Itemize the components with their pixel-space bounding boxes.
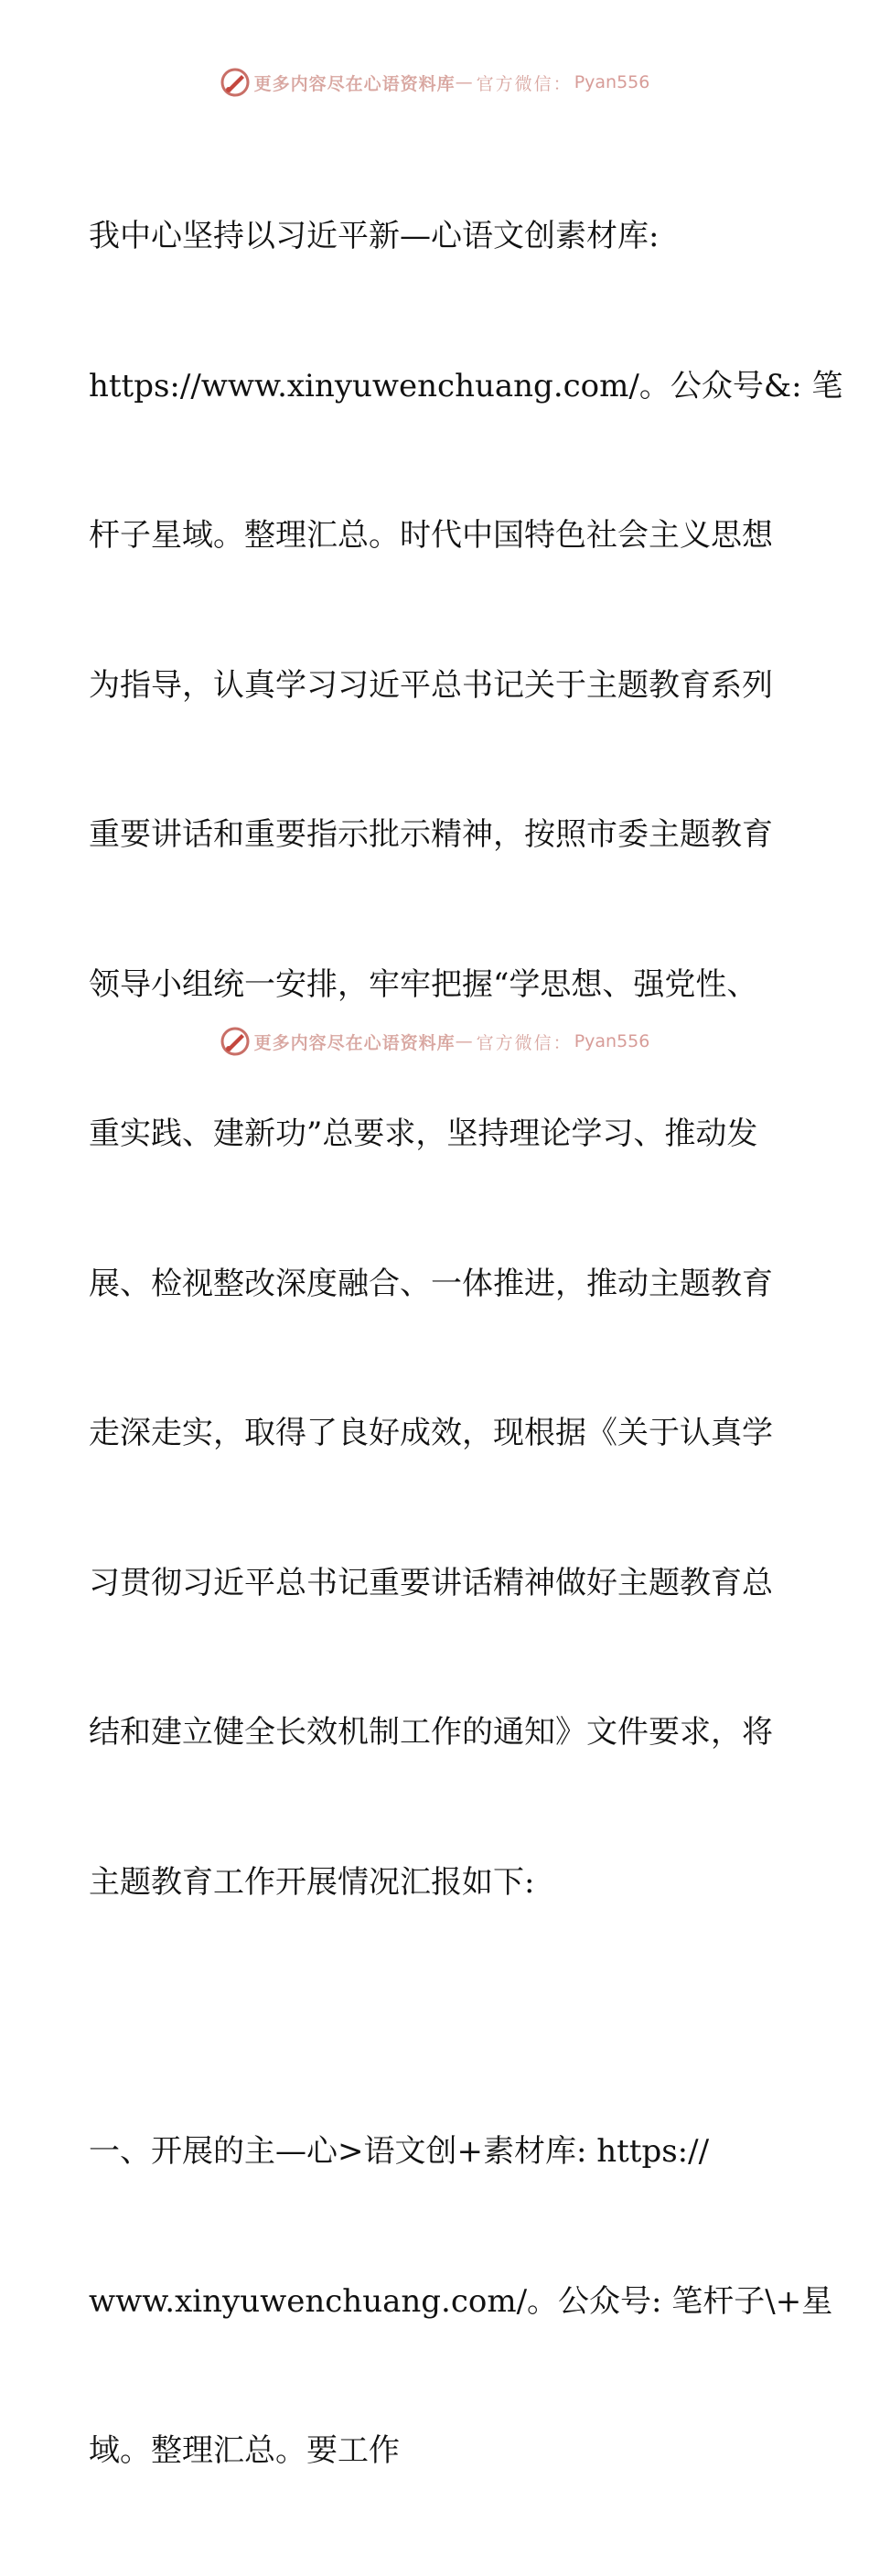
banner-site-text: 更多内容尽在心语资料库 [253,73,456,94]
pen-logo-icon [220,67,251,98]
paragraph-line: 重实践、建新功”总要求，坚持理论学习、推动发 [89,1116,758,1152]
banner-wechat-label: 官方微信： [476,1032,573,1053]
paragraph-line: 习贯彻习近平总书记重要讲话精神做好主题教育总 [89,1564,773,1601]
paragraph-line: 走深走实，取得了良好成效，现根据《关于认真学 [89,1415,773,1451]
paragraph-line: 杆子星域。整理汇总。时代中国特色社会主义思想 [89,517,773,554]
footer-watermark-banner [0,1023,869,1060]
banner-site-text: 更多内容尽在心语资料库 [253,1032,456,1053]
banner-dash: — [455,72,473,92]
header-watermark-banner [0,64,869,101]
paragraph-line: 结和建立健全长效机制工作的通知》文件要求，将 [89,1714,773,1751]
paragraph-section-one [89,2027,833,2576]
paragraph-line: 展、检视整改深度融合、一体推进，推动主题教育 [89,1265,773,1302]
banner-dash: — [455,1031,473,1051]
paragraph-line: 域。整理汇总。要工作 [89,2432,400,2469]
paragraph-line: 我中心坚持以习近平新—心语文创素材库: [89,218,660,254]
paragraph-line: 为指导，认真学习习近平总书记关于主题教育系列 [89,666,773,704]
paragraph-line: 重要讲话和重要指示批示精神，按照市委主题教育 [89,816,773,853]
paragraph-line: 一、开展的主—心>语文创+素材库: https:// [89,2133,710,2170]
banner-wechat-label: 官方微信： [476,73,573,94]
paragraph-line: https://www.xinyuwenchuang.com/。公众号&: 笔 [89,367,843,404]
paragraph-line: 主题教育工作开展情况汇报如下: [89,1863,535,1901]
paragraph-line: www.xinyuwenchuang.com/。公众号: 笔杆子\+星 [89,2282,833,2320]
banner-wechat-id: Pyan556 [574,72,650,92]
paragraph-line: 领导小组统一安排，牢牢把握“学思想、强党性、 [89,965,758,1003]
pen-logo-icon [220,1026,251,1057]
document-body [89,112,843,2576]
banner-wechat-id: Pyan556 [574,1031,650,1051]
